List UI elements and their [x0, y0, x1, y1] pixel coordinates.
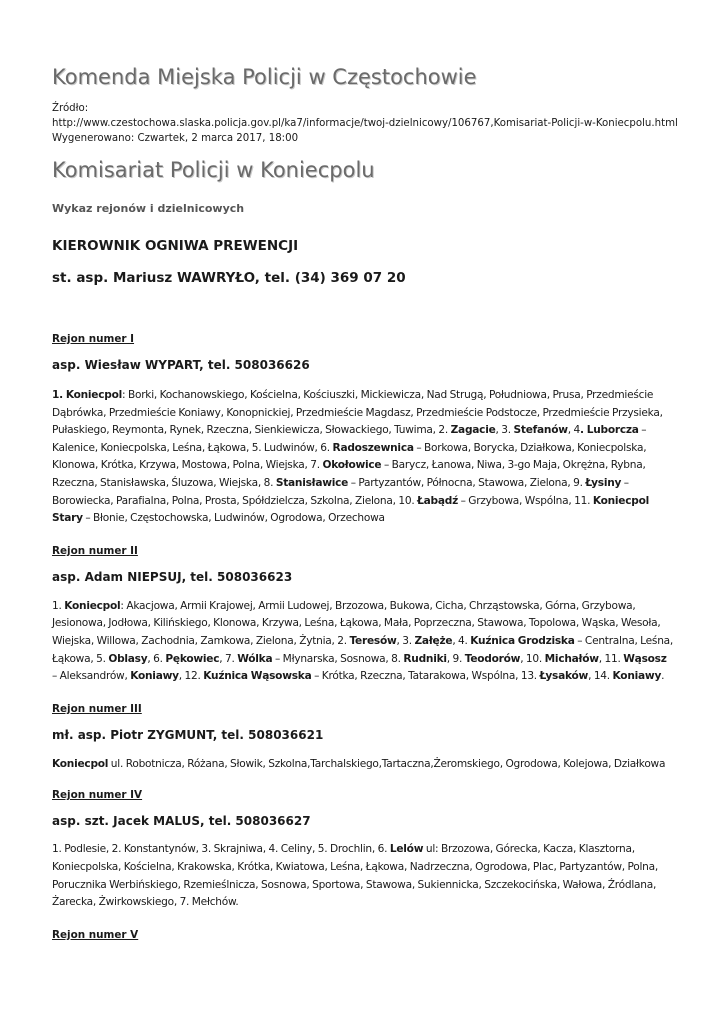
rejon-4-description: 1. Podlesie, 2. Konstantynów, 3. Skrajniwa, 4. Celiny, 5. Drochlin, 6. Lelów ul: Brzozowa, Górecka, Kacza, Klasztorna, Koniecpolska, Kościelna, Krakowska, Krótka, Kwiatowa, Leśna, Łąkowa, Nadrzeczna, Ogrodowa, Plac, Partyzantów, Polna, Porucznika Werbińskiego, Rzemieślnicza, Sosnowa, Sportowa, Stawowa, Sukiennicka, Szczekocińska, Wałowa, Źródlana, Żarecka, Żwirkowskiego, 7. Mełchów.	[52, 843, 658, 909]
chief-role: KIEROWNIK OGNIWA PREWENCJI	[52, 238, 299, 254]
rejon-3-officer: mł. asp. Piotr ZYGMUNT, tel. 508036621	[52, 727, 324, 742]
source-url: http://www.czestochowa.slaska.policja.gov.pl/ka7/informacje/twoj-dzielnicowy/106767,Komisariat-Policji-w-Koniecpolu.html	[52, 118, 678, 129]
rejon-2-officer: asp. Adam NIEPSUJ, tel. 508036623	[52, 569, 293, 584]
rejon-3-title: Rejon numer III	[52, 702, 142, 715]
rejon-5-title: Rejon numer V	[52, 928, 139, 941]
chief-name: st. asp. Mariusz WAWRYŁO, tel. (34) 369 07 20	[52, 270, 406, 286]
source-label: Źródło:	[52, 103, 89, 114]
rejon-4-officer: asp. szt. Jacek MALUS, tel. 508036627	[52, 814, 311, 829]
page-title: Komisariat Policji w Koniecpolu	[52, 158, 375, 182]
generated-date: Wygenerowano: Czwartek, 2 marca 2017, 18:00	[52, 133, 299, 144]
rejon-2-description: 1. Koniecpol: Akacjowa, Armii Krajowej, Armii Ludowej, Brzozowa, Bukowa, Cicha, Chrząstowska, Górna, Grzybowa, Jesionowa, Jodłowa, Kilińskiego, Klonowa, Krzywa, Leśna, Łąkowa, Mała, Poprzeczna, Stawowa, Topolowa, Wąska, Wesoła, Wiejska, Willowa, Zachodnia, Zamkowa, Zielona, Żytnia, 2. Teresów, 3. Załęże, 4. Kuźnica Grodziska – Centralna, Leśna, Łąkowa, 5. Oblasy, 6. Pękowiec, 7. Wólka – Młynarska, Sosnowa, 8. Rudniki, 9. Teodorów, 10. Michałów, 11. Wąsosz – Aleksandrów, Koniawy, 12. Kuźnica Wąsowska – Krótka, Rzeczna, Tatarakowa, Wspólna, 13. Łysaków, 14. Koniawy.	[52, 599, 674, 683]
rejon-2-title: Rejon numer II	[52, 544, 138, 557]
site-title: Komenda Miejska Policji w Częstochowie	[52, 65, 477, 89]
page-subtitle: Wykaz rejonów i dzielnicowych	[52, 202, 245, 215]
rejon-1-officer: asp. Wiesław WYPART, tel. 508036626	[52, 358, 310, 372]
rejon-4-title: Rejon numer IV	[52, 789, 143, 802]
rejon-3-description: Koniecpol ul. Robotnicza, Różana, Słowik, Szkolna,Tarchalskiego,Tartaczna,Żeromskiego, Ogrodowa, Kolejowa, Działkowa	[52, 757, 666, 770]
rejon-1-description: 1. Koniecpol: Borki, Kochanowskiego, Kościelna, Kościuszki, Mickiewicza, Nad Strugą, Południowa, Prusa, Przedmieście Dąbrówka, Przedmieście Koniawy, Konopnickiej, Przedmieście Magdasz, Przedmieście Podstocze, Przedmieście Przysieka, Pułaskiego, Reymonta, Rynek, Rzeczna, Sienkiewicza, Słowackiego, Tuwima, 2. Zagacie, 3. Stefanów, 4. Luborcza – Kalenice, Koniecpolska, Leśna, Łąkowa, 5. Ludwinów, 6. Radoszewnica – Borkowa, Borycka, Działkowa, Koniecpolska, Klonowa, Krótka, Krzywa, Mostowa, Polna, Wiejska, 7. Okołowice – Barycz, Łanowa, Niwa, 3-go Maja, Okrężna, Rybna, Rzeczna, Stanisławska, Śluzowa, Wiejska, 8. Stanisławice – Partyzantów, Północna, Stawowa, Zielona, 9. Łysiny – Borowiecka, Parafialna, Polna, Prosta, Spółdzielcza, Szkolna, Zielona, 10. Łabądź – Grzybowa, Wspólna, 11. Koniecpol Stary – Błonie, Częstochowska, Ludwinów, Ogrodowa, Orzechowa	[52, 389, 663, 525]
rejon-1-title: Rejon numer I	[52, 333, 135, 345]
source-meta	[52, 101, 678, 146]
